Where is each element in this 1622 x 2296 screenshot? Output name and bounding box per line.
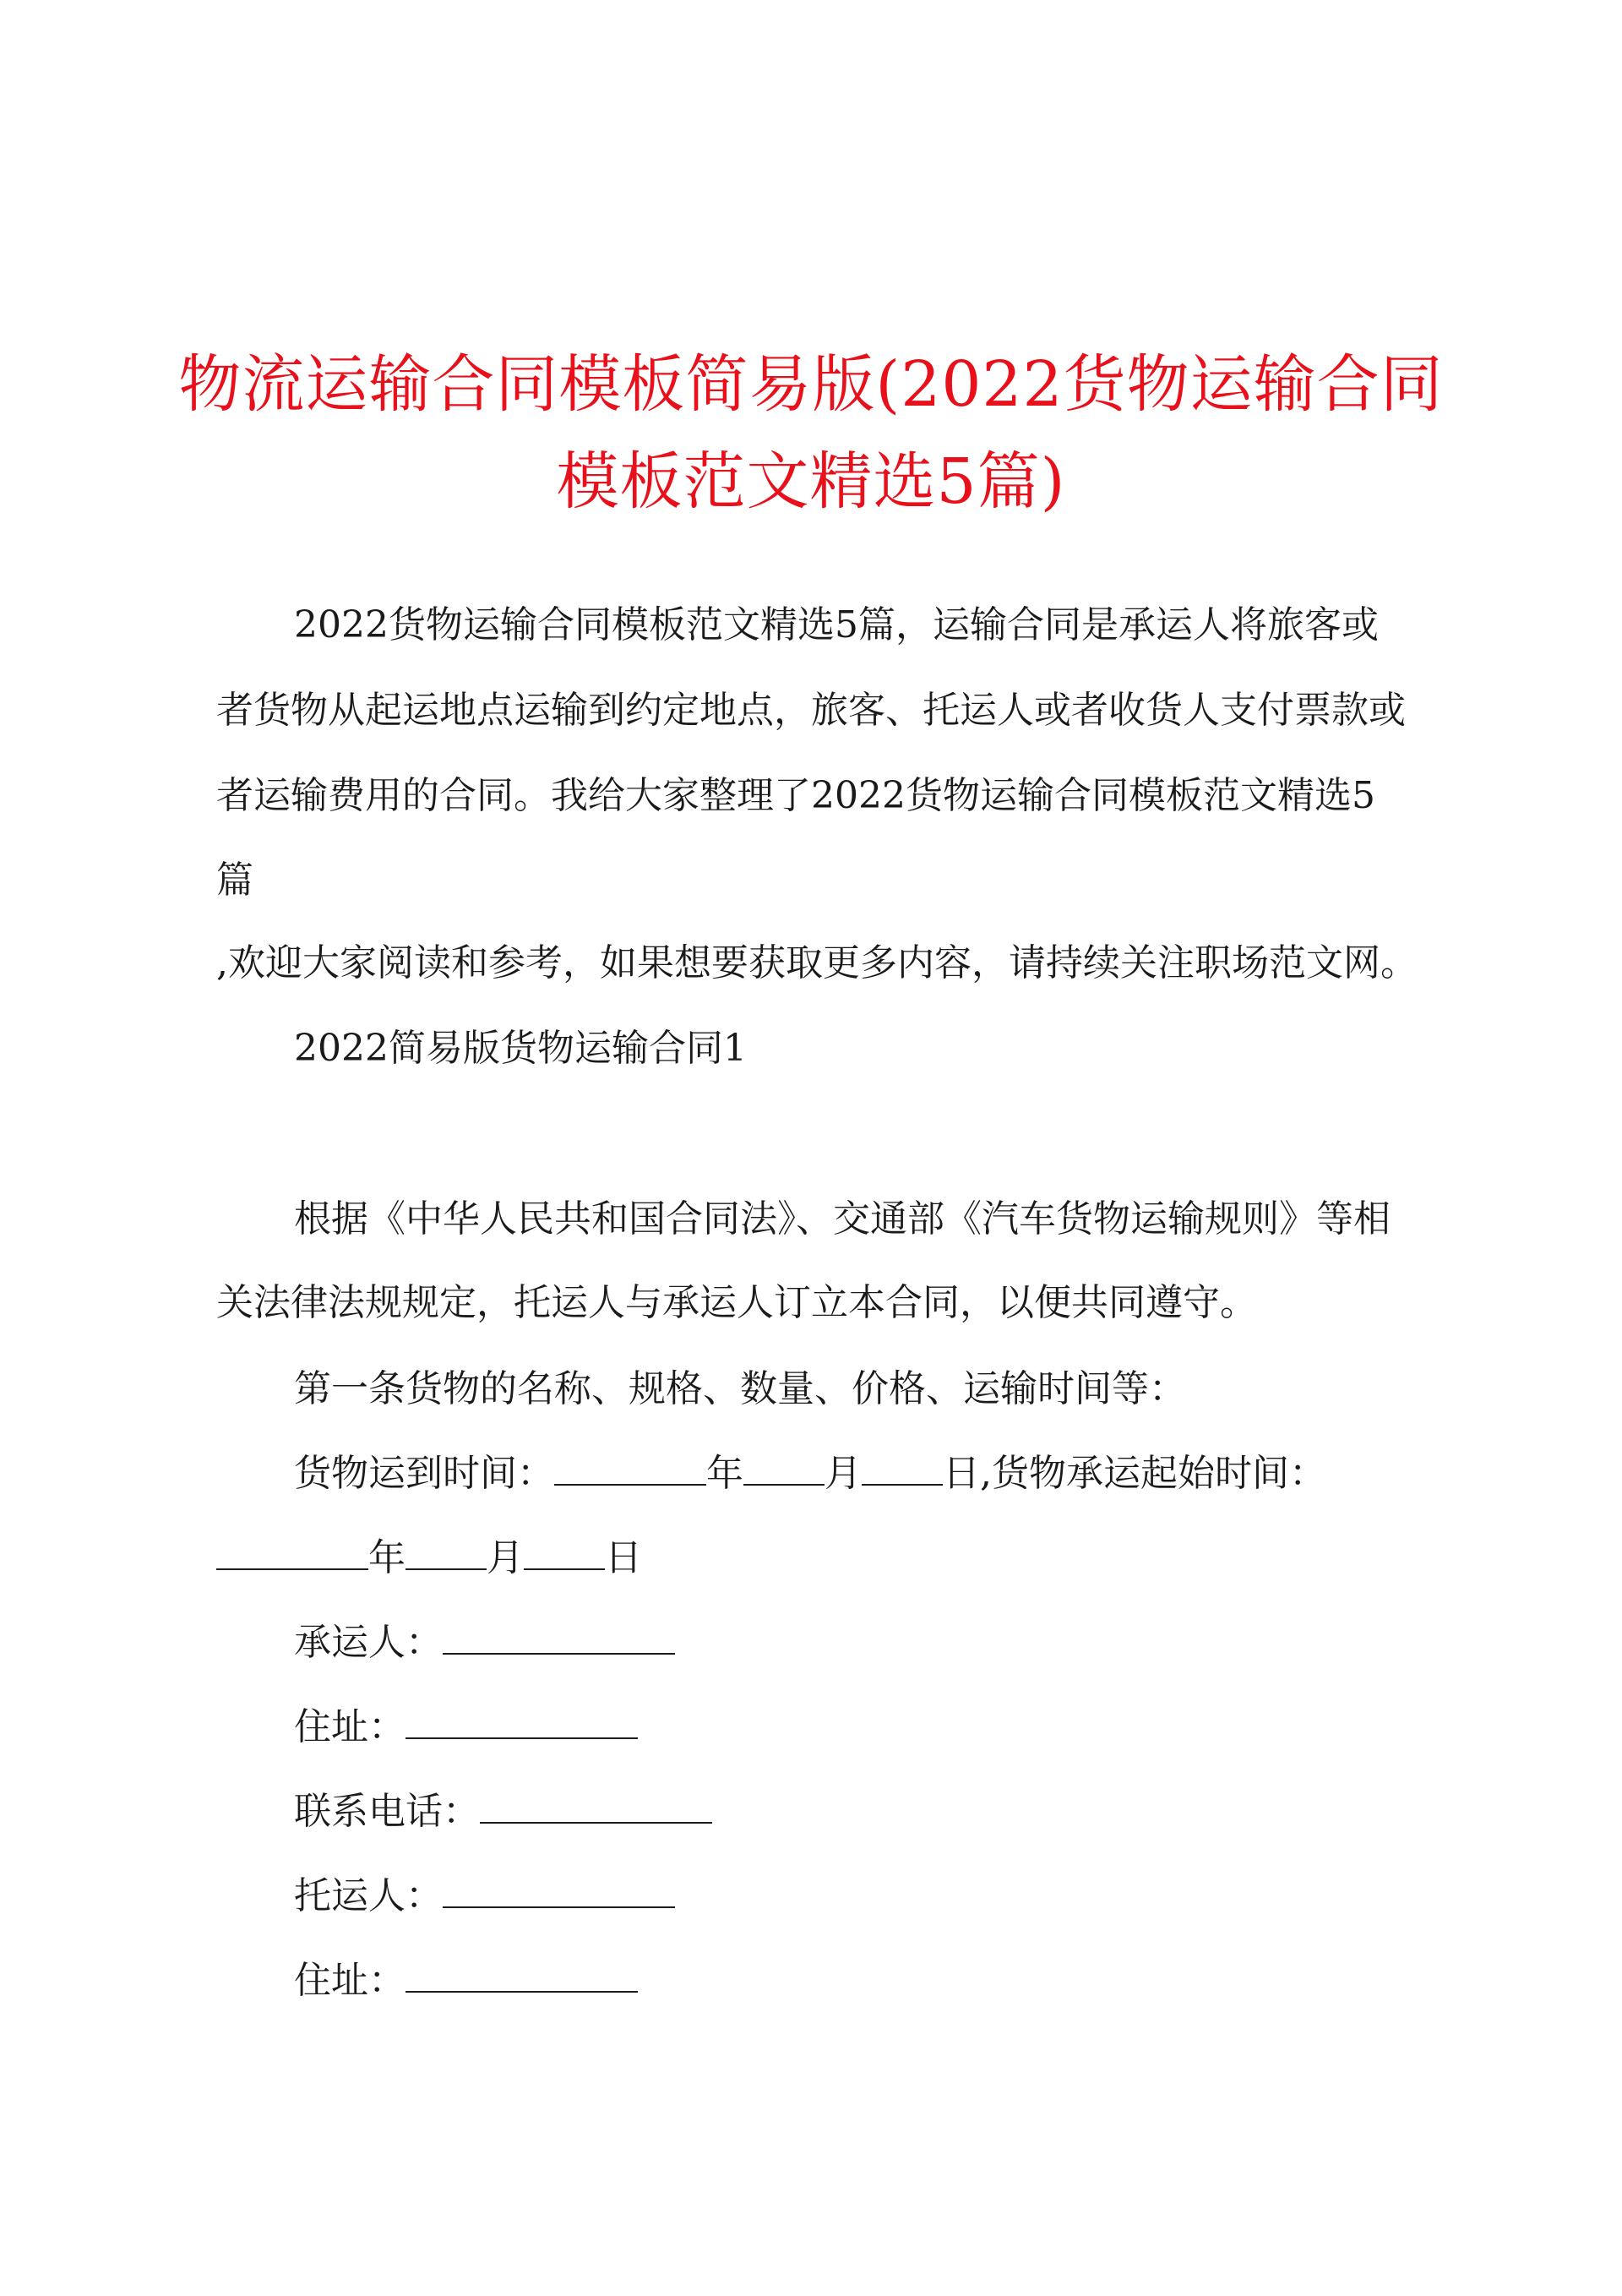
- start-month-blank[interactable]: [406, 1535, 487, 1570]
- arrival-day-blank[interactable]: [862, 1450, 943, 1486]
- shipper-address-label: 住址：: [294, 1959, 406, 2002]
- intro-line3: 者运输费用的合同。我给大家整理了2022货物运输合同模板范文精选5: [216, 774, 1375, 817]
- arrival-day-unit: 日,: [943, 1452, 992, 1495]
- carrier-line: [294, 1617, 675, 1668]
- carrier-address-label: 住址：: [294, 1705, 406, 1748]
- carrier-phone-blank[interactable]: [480, 1788, 712, 1824]
- article1-heading: 第一条货物的名称、规格、数量、价格、运输时间等：: [294, 1367, 1186, 1410]
- document-title-line1: 物流运输合同模板简易版(2022货物运输合同: [178, 348, 1444, 421]
- shipper-line: [294, 1871, 675, 1922]
- start-month-unit: 月: [487, 1536, 524, 1579]
- start-year-blank[interactable]: [216, 1535, 368, 1570]
- shipper-address-blank[interactable]: [406, 1957, 638, 1993]
- carrier-blank[interactable]: [443, 1619, 675, 1655]
- arrival-time-label: 货物运到时间：: [294, 1452, 554, 1495]
- start-time-label: 货物承运起始时间：: [992, 1452, 1326, 1495]
- arrival-month-blank[interactable]: [743, 1450, 825, 1486]
- intro-line2: 者货物从起运地点运输到约定地点，旅客、托运人或者收货人支付票款或: [216, 689, 1406, 732]
- intro-line1: 2022货物运输合同模板范文精选5篇，运输合同是承运人将旅客或: [294, 603, 1379, 646]
- shipper-blank[interactable]: [443, 1873, 675, 1908]
- carrier-address-line: [294, 1702, 638, 1753]
- arrival-time-line: [294, 1448, 1326, 1499]
- arrival-month-unit: 月: [825, 1452, 862, 1495]
- preamble-line2: 关法律法规规定，托运人与承运人订立本合同，以便共同遵守。: [216, 1281, 1257, 1324]
- section-heading: 2022简易版货物运输合同1: [294, 1027, 747, 1070]
- shipper-label: 托运人：: [294, 1874, 443, 1917]
- carrier-phone-label: 联系电话：: [294, 1790, 480, 1833]
- document-title-line2: 模板范文精选5篇): [556, 445, 1066, 518]
- start-year-unit: 年: [368, 1536, 406, 1579]
- arrival-year-unit: 年: [706, 1452, 743, 1495]
- start-day-blank[interactable]: [524, 1535, 605, 1570]
- carrier-label: 承运人：: [294, 1621, 443, 1664]
- carrier-address-blank[interactable]: [406, 1704, 638, 1739]
- preamble-line1: 根据《中华人民共和国合同法》、交通部《汽车货物运输规则》等相: [294, 1197, 1391, 1241]
- start-day-unit: 日: [605, 1536, 642, 1579]
- start-time-line: [216, 1533, 642, 1584]
- shipper-address-line: [294, 1955, 638, 2006]
- carrier-phone-line: [294, 1786, 712, 1837]
- intro-line4: 篇: [216, 859, 253, 902]
- intro-line5: ,欢迎大家阅读和参考，如果想要获取更多内容，请持续关注职场范文网。: [216, 941, 1418, 984]
- arrival-year-blank[interactable]: [554, 1450, 706, 1486]
